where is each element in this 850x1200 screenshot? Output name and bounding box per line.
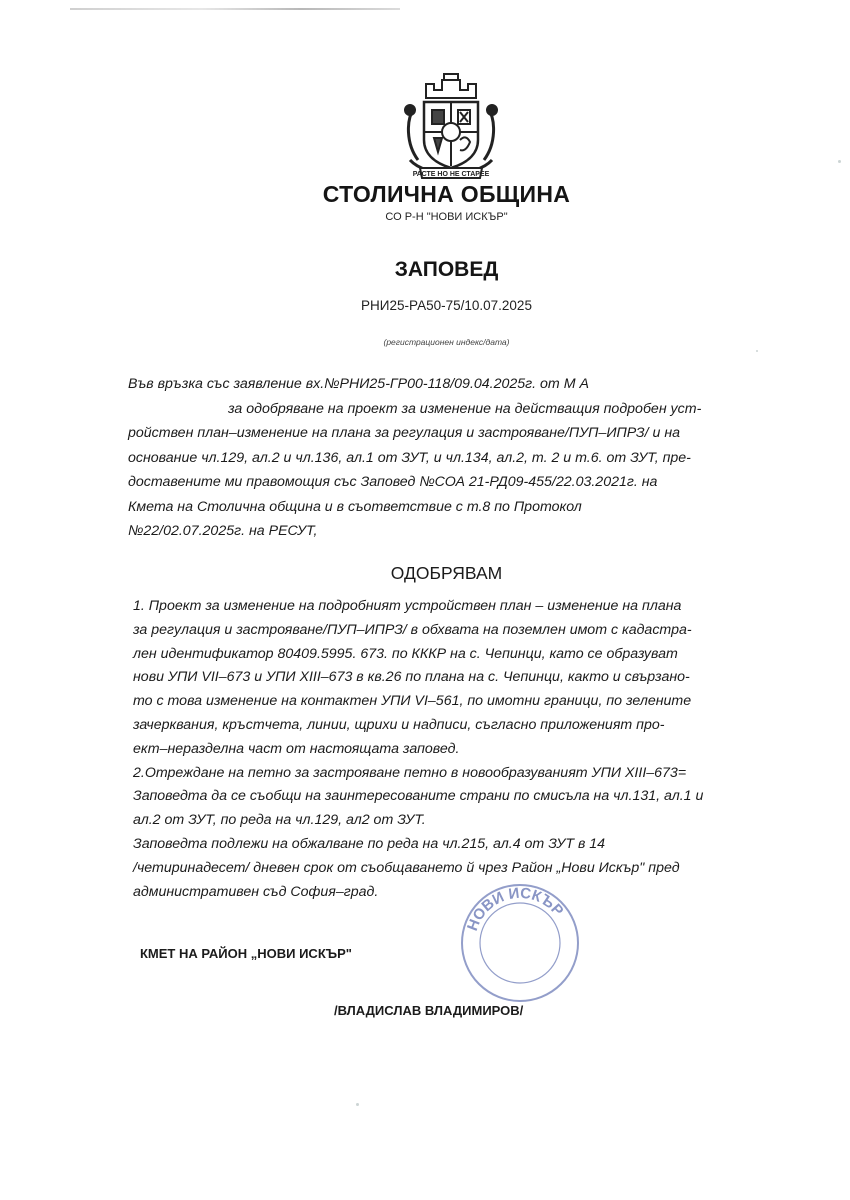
intro-line: Във връзка със заявление вх.№РНИ25-ГР00-118/09.04.2025г. от М А (128, 376, 589, 392)
mayor-name: /ВЛАДИСЛАВ ВЛАДИМИРОВ/ (334, 1003, 524, 1018)
district-name: СО Р-Н "НОВИ ИСКЪР" (385, 211, 508, 223)
scan-speck (838, 160, 841, 163)
body-line: ект–неразделна част от настоящата заповед. (133, 740, 460, 757)
registration-caption: (регистрационен индекс/дата) (383, 337, 510, 347)
body-line: 1. Проект за изменение на подробният устройствен план – изменение на плана (133, 598, 682, 614)
mayor-title: КМЕТ НА РАЙОН „НОВИ ИСКЪР" (140, 946, 352, 961)
body-line: то с това изменение на контактен УПИ VI–561, по имотни граници, по зелените (133, 693, 692, 710)
scan-artifact-line (70, 8, 400, 10)
body-line: Заповедта подлежи на обжалване по реда на чл.215, ал.4 от ЗУТ в 14 (133, 835, 606, 852)
body-line: административен съд София–град. (133, 883, 379, 900)
intro-line: Кмета на Столична община и в съответствие с т.8 по Протокол (128, 498, 582, 515)
sofia-coat-of-arms-icon (396, 68, 506, 184)
scan-speck (356, 1103, 359, 1106)
intro-line: основание чл.129, ал.2 и чл.136, ал.1 от ЗУТ, и чл.134, ал.2, т. 2 и т.6. от ЗУТ, пре- (128, 449, 691, 466)
body-line: зачерквания, кръстчета, линии, щрихи и надписи, съгласно приложеният про- (133, 716, 665, 733)
svg-text:РАСТЕ НО НЕ СТАРЕЕ: РАСТЕ НО НЕ СТАРЕЕ (412, 171, 490, 178)
intro-paragraph (128, 372, 768, 544)
intro-line: №22/02.07.2025г. на РЕСУТ, (128, 523, 318, 539)
approve-heading: ОДОБРЯВАМ (390, 563, 503, 583)
intro-line: ройствен план–изменение на плана за регулация и застрояване/ПУП–ИПРЗ/ и на (128, 425, 681, 441)
body-line: Заповедта да се съобщи на заинтересованите страни по смисъла на чл.131, ал.1 и (133, 788, 704, 805)
organization-name: СТОЛИЧНА ОБЩИНА (322, 181, 571, 207)
body-line: за регулация и застрояване/ПУП–ИПРЗ/ в обхвата на поземлен имот с кадастра- (133, 621, 692, 638)
body-line: ал.2 от ЗУТ, по реда на чл.129, ал2 от ЗУТ. (133, 812, 426, 829)
body-line: нови УПИ VII–673 и УПИ XIII–673 в кв.26 по плана на с. Чепинци, както и свързано- (133, 669, 690, 686)
document-title: ЗАПОВЕД (394, 258, 499, 281)
intro-line: доставените ми правомощия със Заповед №СОА 21-РД09-455/22.03.2021г. на (128, 474, 658, 490)
registration-index: РНИ25-РА50-75/10.07.2025 (361, 298, 532, 313)
svg-text:НОВИ ИСКЪР: НОВИ ИСКЪР (463, 884, 567, 934)
body-line: 2.Отреждане на петно за застрояване петно в новообразуваният УПИ XIII–673= (133, 764, 687, 781)
scan-speck (756, 350, 758, 352)
body-line: /четиринадесет/ дневен срок от съобщаването й чрез Район „Нови Искър" пред (133, 859, 680, 876)
intro-line: за одобряване на проект за изменение на действащия подробен уст- (228, 400, 702, 417)
official-stamp-icon (455, 878, 585, 1008)
body-line: лен идентификатор 80409.5995. 673. по КККР на с. Чепинци, като се образуват (133, 645, 678, 662)
order-body (133, 595, 773, 904)
